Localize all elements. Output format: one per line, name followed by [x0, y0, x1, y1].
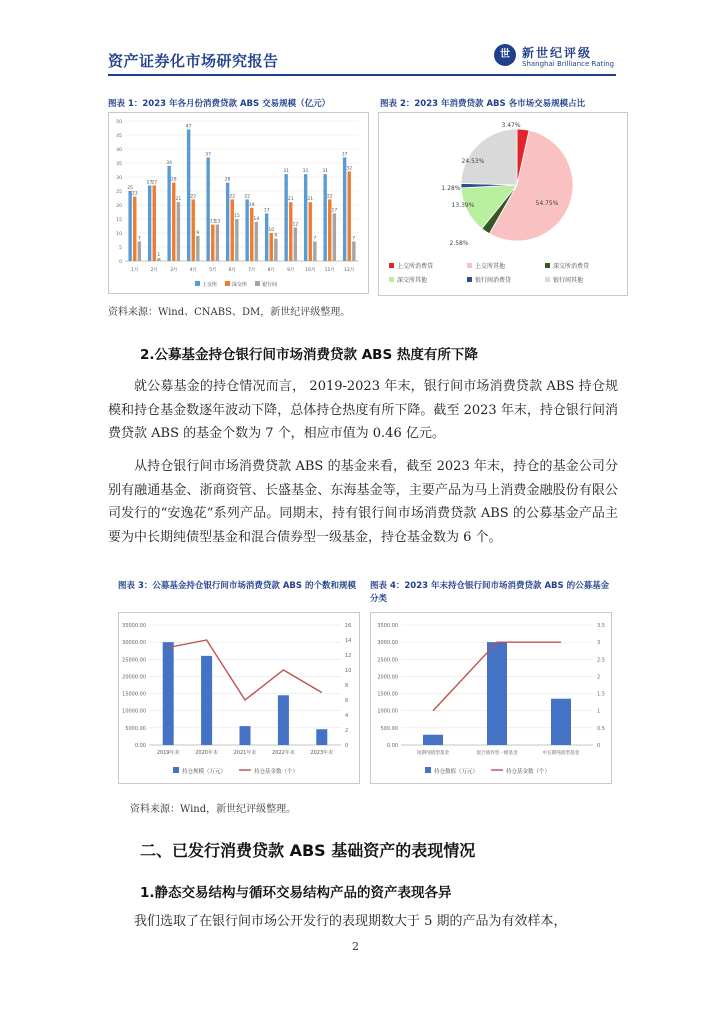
bar-2月-深交所 [153, 185, 156, 261]
bar-5月-深交所 [211, 225, 214, 261]
y2-tick-label: 16 [345, 623, 352, 629]
bar-2021年末 [240, 726, 251, 745]
y-tick-label: 0.00 [386, 743, 398, 749]
page-number: 2 [352, 940, 359, 953]
legend-swatch [389, 263, 394, 268]
section-3-heading: 1.静态交易结构与循环交易结构产品的资产表现各异 [140, 885, 452, 901]
paragraph-3: 我们选取了在银行间市场公开发行的表现期数大于 5 期的产品为有效样本， [134, 914, 567, 929]
bar-12月-上交所 [343, 157, 346, 261]
report-title: 资产证券化市场研究报告 [108, 52, 279, 70]
y2-tick-label: 1 [597, 708, 601, 715]
legend-swatch [255, 281, 260, 286]
chart2-box [378, 112, 628, 296]
legend-swatch [389, 277, 394, 282]
paragraph-1: 就公募基金的持仓情况而言， 2019-2023 年末，银行间市场消费贷款 ABS 持仓规模和持仓基金数逐年波动下降，总体持仓热度有所下降。截至 2023 年末，持仓银行间消费贷款 ABS 的基金个数为 7 个，相应市值为 0.46 亿元。 [108, 379, 618, 441]
bar-6月-银行间 [235, 219, 238, 261]
legend-label: 银行间消费贷 [475, 277, 512, 284]
series-line-fund-count [168, 640, 322, 700]
data-label: 7 [352, 236, 356, 242]
source-note-1: 资料来源：Wind、CNABS、DM，新世纪评级整理。 [108, 307, 351, 318]
rating-logo-icon: 世 [494, 44, 516, 66]
legend-swatch [425, 767, 431, 773]
data-label: 31 [283, 169, 290, 175]
bar-11月-上交所 [323, 174, 326, 261]
y2-tick-label: 8 [345, 683, 349, 689]
x-tick-label: 9月 [287, 268, 295, 273]
bar-5月-银行间 [216, 225, 219, 261]
legend-label: 上交所其他 [475, 263, 506, 270]
data-label: 22 [190, 194, 197, 200]
x-tick-label: 2019年末 [156, 750, 180, 756]
y-tick-label: 0 [119, 260, 122, 265]
y2-tick-label: 6 [345, 698, 349, 704]
bar-9月-上交所 [284, 174, 287, 261]
data-label: 21 [175, 197, 182, 203]
bar-中长期纯债型基金 [551, 699, 571, 745]
x-tick-label: 3月 [170, 268, 178, 273]
y-tick-label: 5 [119, 246, 122, 251]
header-divider [108, 74, 616, 76]
bar-8月-银行间 [274, 239, 277, 261]
legend-label: 持仓数值（万元） [434, 769, 479, 775]
source-note-2: 资料来源：Wind，新世纪评级整理。 [130, 804, 297, 815]
chart4-box [370, 612, 612, 784]
data-label: 31 [322, 169, 329, 175]
legend-swatch [173, 767, 179, 773]
bar-11月-银行间 [333, 213, 336, 261]
y-tick-label: 30 [116, 176, 122, 181]
chart3-box [118, 612, 360, 784]
y2-tick-label: 2 [597, 674, 601, 681]
x-tick-label: 2022年末 [272, 750, 295, 756]
y-tick-label: 500.00 [380, 725, 398, 732]
legend-label: 深交所 [232, 282, 248, 288]
y-tick-label: 15000.00 [122, 691, 146, 698]
y-tick-label: 2500.00 [377, 657, 398, 664]
x-tick-label: 2020年末 [195, 750, 218, 756]
data-label: 37 [205, 152, 212, 158]
bar-4月-深交所 [192, 199, 195, 261]
y-tick-label: 35000.00 [122, 623, 146, 629]
x-tick-label: 12月 [344, 268, 355, 273]
bar-2022年末 [278, 695, 289, 745]
bar-混合债券型一级基金 [487, 642, 507, 745]
legend-label: 深交所消费贷 [553, 263, 590, 270]
y-tick-label: 40 [116, 148, 122, 153]
y2-tick-label: 0 [597, 743, 601, 749]
data-label: 37 [341, 152, 348, 158]
y2-tick-label: 12 [345, 653, 352, 659]
x-tick-label: 10月 [305, 268, 316, 273]
bar-9月-深交所 [289, 202, 292, 261]
data-label: 27 [146, 180, 153, 186]
data-label: 25 [127, 186, 134, 191]
market-share-pie-chart [379, 113, 627, 295]
bar-10月-深交所 [309, 202, 312, 261]
legend-swatch [545, 277, 550, 282]
pie-data-label: 13.39% [451, 202, 475, 209]
y-tick-label: 10000.00 [122, 708, 146, 715]
logo-english-name: Shanghai Brilliance Rating [522, 60, 615, 68]
bar-9月-银行间 [294, 227, 297, 261]
bar-5月-上交所 [206, 157, 209, 261]
bar-12月-银行间 [352, 241, 355, 261]
data-label: 28 [170, 177, 177, 183]
bar-8月-深交所 [270, 233, 273, 261]
fund-holdings-trend-chart [119, 613, 359, 783]
pie-data-label: 1.28% [441, 185, 461, 192]
bar-12月-深交所 [348, 171, 351, 261]
data-label: 17 [331, 208, 338, 214]
legend-label: 持仓规模（万元） [182, 769, 227, 775]
bar-2020年末 [201, 656, 212, 745]
legend-label: 持仓基金数（个） [254, 769, 299, 775]
x-tick-label: 11月 [324, 268, 335, 273]
y-tick-label: 0.00 [134, 743, 146, 749]
bar-1月-银行间 [138, 241, 141, 261]
x-tick-label: 混合债券型一级基金 [476, 751, 518, 756]
bar-2019年末 [163, 642, 174, 745]
legend-swatch [545, 263, 550, 268]
data-label: 7 [137, 236, 141, 242]
y-tick-label: 35 [116, 162, 122, 167]
bar-短期纯债型基金 [423, 735, 443, 745]
bar-1月-深交所 [133, 197, 136, 261]
x-tick-label: 2月 [150, 268, 158, 273]
data-label: 7 [313, 236, 317, 242]
y2-tick-label: 1.5 [597, 691, 605, 698]
y-tick-label: 50 [116, 120, 122, 125]
legend-label: 银行间其他 [553, 277, 584, 284]
y-tick-label: 30000.00 [122, 640, 146, 647]
y2-tick-label: 10 [345, 668, 352, 674]
data-label: 22 [229, 194, 236, 200]
data-label: 1 [157, 253, 161, 259]
fund-category-chart [371, 613, 611, 783]
y-tick-label: 45 [116, 134, 122, 139]
legend-label: 上交所消费贷 [397, 263, 434, 270]
bar-3月-银行间 [177, 202, 180, 261]
y2-tick-label: 0.5 [597, 725, 605, 732]
data-label: 13 [214, 219, 221, 225]
legend-swatch [467, 263, 472, 268]
data-label: 47 [185, 124, 192, 130]
y2-tick-label: 4 [345, 713, 349, 719]
x-tick-label: 1月 [131, 268, 139, 273]
legend-label: 持仓基金数（个） [506, 769, 551, 775]
y-tick-label: 3500.00 [377, 623, 398, 629]
data-label: 32 [346, 166, 353, 172]
y-tick-label: 25000.00 [122, 657, 146, 664]
data-label: 19 [248, 202, 255, 208]
y-tick-label: 15 [116, 218, 122, 223]
monthly-volume-bar-chart [109, 113, 368, 293]
legend-label: 上交所 [202, 282, 218, 288]
pie-slice-银行间其他 [461, 129, 517, 185]
y2-tick-label: 2.5 [597, 657, 605, 664]
bar-2月-上交所 [148, 185, 151, 261]
pie-data-label: 24.53% [461, 158, 485, 165]
bar-10月-银行间 [313, 241, 316, 261]
bar-7月-上交所 [245, 199, 248, 261]
paragraph-2: 从持仓银行间市场消费贷款 ABS 的基金来看，截至 2023 年末，持仓的基金公司分别有融通基金、浙商资管、长盛基金、东海基金等，主要产品为马上消费金融股份有限公司发行的“安逸花”系列产品。同期末，持有银行间市场消费贷款 ABS 的公募基金产品主要为中长期纯债型基金和混合债券型一级基金，持仓基金数为 6 个。 [108, 459, 618, 545]
bar-10月-上交所 [304, 174, 307, 261]
y2-tick-label: 3.5 [597, 623, 605, 629]
y-tick-label: 3000.00 [377, 640, 398, 647]
x-tick-label: 6月 [228, 268, 236, 273]
pie-data-label: 2.58% [449, 240, 469, 247]
x-tick-label: 4月 [189, 268, 197, 273]
x-tick-label: 2021年末 [233, 750, 257, 756]
x-tick-label: 2023年末 [310, 750, 334, 756]
y-tick-label: 25 [116, 190, 122, 195]
x-tick-label: 5月 [209, 268, 217, 273]
y-tick-label: 1000.00 [377, 708, 398, 715]
legend-label: 深交所其他 [397, 277, 428, 284]
data-label: 22 [244, 194, 251, 200]
bar-1月-上交所 [128, 191, 131, 261]
logo-name: 新世纪评级 [522, 46, 593, 60]
y-tick-label: 20 [116, 204, 122, 209]
y2-tick-label: 2 [345, 728, 349, 734]
x-tick-label: 短期纯债型基金 [416, 751, 450, 756]
data-label: 34 [166, 160, 173, 166]
pie-data-label: 3.47% [501, 122, 521, 129]
data-label: 8 [274, 233, 278, 239]
data-label: 23 [131, 191, 138, 197]
data-label: 9 [196, 230, 200, 236]
chart1-box [108, 112, 369, 294]
main-section-heading: 二、已发行消费贷款 ABS 基础资产的表现情况 [140, 841, 476, 860]
y-tick-label: 20000.00 [122, 674, 146, 681]
y-tick-label: 5000.00 [125, 725, 146, 732]
data-label: 10 [268, 228, 275, 233]
legend-label: 银行间 [262, 282, 278, 288]
data-label: 21 [287, 197, 294, 203]
section-2-heading: 2.公募基金持仓银行间市场消费贷款 ABS 热度有所下降 [140, 347, 478, 363]
y2-tick-label: 3 [597, 640, 601, 647]
data-label: 12 [292, 222, 299, 228]
bar-7月-银行间 [255, 222, 258, 261]
bar-8月-上交所 [265, 213, 268, 261]
y-tick-label: 1500.00 [377, 691, 398, 698]
bar-2月-银行间 [157, 258, 160, 261]
y-tick-label: 2000.00 [377, 674, 398, 681]
legend-swatch [467, 277, 472, 282]
chart3-caption: 图表 3：公募基金持仓银行间市场消费贷款 ABS 的个数和规模 [118, 581, 356, 591]
bar-7月-深交所 [250, 208, 253, 261]
data-label: 21 [307, 197, 314, 203]
data-label: 22 [326, 194, 333, 200]
x-tick-label: 8月 [267, 268, 275, 273]
chart2-caption: 图表 2：2023 年消费贷款 ABS 各市场交易规模占比 [380, 99, 586, 109]
chart4-caption: 图表 4：2023 年末持仓银行间市场消费贷款 ABS 的公募基金分类 [370, 581, 610, 604]
bar-4月-银行间 [196, 236, 199, 261]
y2-tick-label: 14 [345, 638, 352, 644]
bar-3月-深交所 [172, 183, 175, 261]
pie-data-label: 54.75% [535, 200, 559, 207]
data-label: 28 [224, 177, 231, 183]
x-tick-label: 中长期纯债型基金 [542, 751, 580, 756]
x-tick-label: 7月 [248, 268, 256, 273]
y2-tick-label: 0 [345, 743, 349, 749]
data-label: 27 [151, 180, 158, 186]
chart1-caption: 图表 1：2023 年各月份消费贷款 ABS 交易规模（亿元） [108, 99, 331, 109]
legend-swatch [195, 281, 200, 286]
data-label: 14 [253, 216, 260, 222]
data-label: 13 [209, 219, 216, 225]
data-label: 15 [233, 214, 240, 219]
y-tick-label: 10 [116, 232, 122, 237]
bar-6月-深交所 [231, 199, 234, 261]
data-label: 17 [263, 208, 270, 214]
data-label: 31 [302, 169, 309, 175]
legend-swatch [225, 281, 230, 286]
bar-2023年末 [316, 729, 327, 745]
